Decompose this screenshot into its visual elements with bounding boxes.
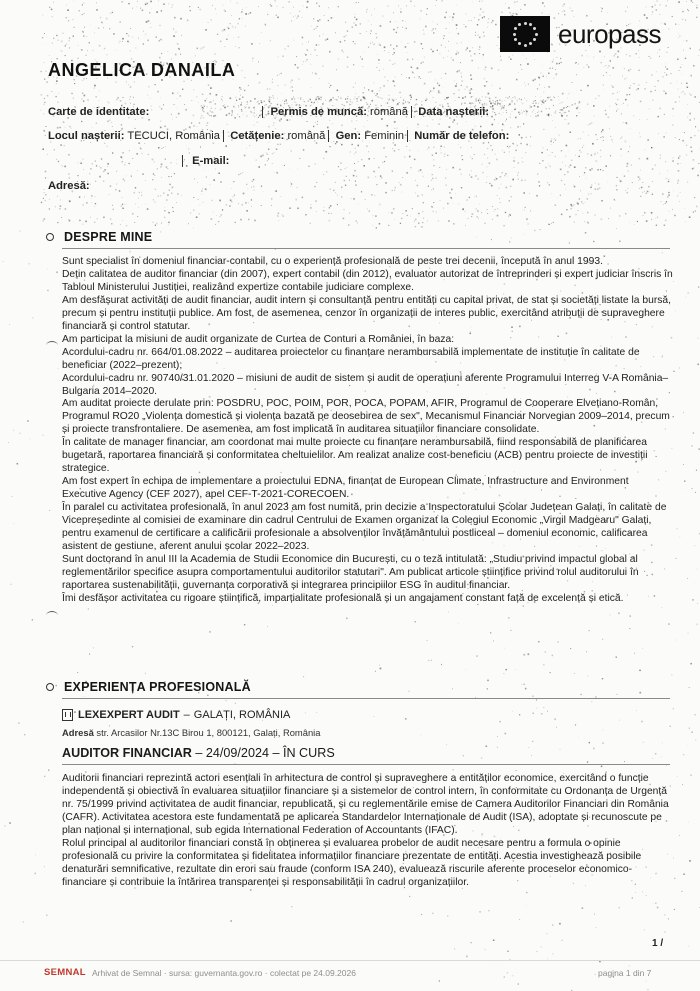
separator (328, 130, 332, 142)
page-number: 1 / (652, 938, 664, 949)
about-paragraph: Am auditat proiecte derulate prin: POSDRU, POC, POIM, POR, POCA, POPAM, AFIR, Programul de Cooperare Elvețiano-Român, Programul RO20 „Violența domestică și violența bazată pe deosebirea de sex", Mecanismul Financiar Norvegian 2009–2014, precum și proiecte transfrontaliere. De asemenea, am fost implicată în auditarea situațiilor financiare consolidate. (62, 398, 670, 436)
employer-location: GALAȚI, ROMÂNIA (193, 709, 291, 721)
citizenship-value: română (287, 130, 326, 142)
gender-label: Gen: (335, 130, 362, 142)
email-label: E-mail: (192, 155, 230, 167)
job-paragraph: Rolul principal al auditorilor financiari constă în obținerea și evaluarea probelor de audit necesare pentru a formula o opinie profesională cu privire la conformitatea și fidelitatea informațiilor financiare prezentate de entități. Acestia investighează posibile denaturări semnificative, rezultate din erori sau fraude (conform ISA 240), evaluează riscurile aferente proceselor economico-financiare și contribuie la întărirea transparenței și responsabilității în cadrul organizațiilor. (62, 837, 642, 888)
about-paragraph: În paralel cu activitatea profesională, în anul 2023 am fost numită, prin decizie a Inspectoratului Școlar Județean Galați, în calitate de Vicepreședinte al comisiei de examinare din cadrul Centrului de Examen organizat la Colegiul Economic „Virgil Madgearu" Galați, pentru examenul de certificare a calificării profesionale a absolvenților învățământului postliceal – domeniul economic, calificarea asistent de gestiune, aferent anului școlar 2022–2023. (62, 502, 667, 552)
europass-brand: europass (558, 18, 661, 49)
job-dash: – (195, 746, 206, 760)
person-name: ANGELICA DANAILA (48, 60, 236, 80)
separator (407, 130, 411, 142)
scan-mark (46, 611, 58, 620)
separator (411, 106, 415, 118)
birthplace-label: Locul nașterii: (48, 130, 125, 142)
personal-row-1 (48, 106, 489, 118)
personal-row-3 (182, 155, 229, 167)
about-paragraph: În calitate de manager financiar, am coordonat mai multe proiecte cu finanțare nerambursabilă, fiind responsabilă de planificarea bugetară, raportarea financiară și conformitatea cheltuielilor. Am realizat analize cost-beneficiu (ACB) pentru proiecte de investiții strategice. (62, 437, 648, 475)
about-paragraph: Am desfășurat activități de audit financiar, audit intern și consultanță pentru entități cu capital privat, de stat și societăți listate la bursă, precum și pentru instituții publice. Am fost, de asemenea, cenzor în organizații de interes public, exercitând atribuții de supraveghere financiară și control statutar. (62, 294, 671, 332)
about-paragraph: Îmi desfășor activitatea cu rigoare științifică, imparțialitate profesională și un angajament constant față de excelență și etică. (62, 592, 624, 604)
employer-line (62, 709, 290, 721)
permit-label: Permis de muncă: (270, 106, 367, 118)
separator (223, 130, 227, 142)
experience-divider (62, 698, 670, 699)
about-paragraph: Sunt specialist în domeniul financiar-contabil, cu o experiență profesională de peste trei decenii, începută în anul 1993. (62, 256, 603, 267)
employer-address-value: str. Arcasilor Nr.13C Birou 1, 800121, Galați, România (96, 727, 321, 738)
job-period: 24/09/2024 – ÎN CURS (205, 746, 335, 760)
citizenship-label: Cetățenie: (230, 130, 285, 142)
about-paragraph: Am participat la misiuni de audit organizate de Curtea de Conturi a României, în baza: (62, 333, 455, 345)
about-paragraph: Sunt doctorand în anul III la Academia de Studii Economice din București, cu o teză intitulată: „Studiu privind impactul global al reglementărilor specifice asupra comportamentului auditorilor statutari". Am publicat articole științifice privind rolul auditorului în raportarea sustenabilității, guvernanța corporativă și integrarea principiilor ESG în auditul financiar. (62, 553, 639, 591)
experience-section-header (46, 680, 251, 694)
about-paragraph: Acordului-cadru nr. 90740/31.01.2020 – misiuni de audit de sistem și audit de operațiuni aferente Programului Interreg V-A România–Bulgaria 2014–2020. (62, 372, 669, 397)
id-redaction (262, 106, 267, 118)
building-icon (62, 709, 73, 721)
scan-mark (46, 341, 58, 350)
job-divider (62, 764, 670, 765)
personal-row-4 (48, 180, 90, 192)
employer-name: LEXEXPERT AUDIT (78, 709, 180, 721)
footer-page: pagina 1 din 7 (598, 968, 652, 978)
section-bullet-icon (46, 233, 54, 241)
footer-brand: SEMNAL (44, 967, 86, 978)
about-title: DESPRE MINE (64, 230, 153, 244)
section-bullet-icon (46, 683, 54, 691)
birthdate-label: Data nașterii: (418, 106, 490, 118)
experience-title: EXPERIENȚA PROFESIONALĂ (64, 680, 251, 694)
employer-address (62, 727, 320, 738)
about-text (62, 256, 674, 606)
job-paragraph: Auditorii financiari reprezintă actori esențiali în arhitectura de control și supraveghere a entităților economice, exercitând o funcție independentă și obiectivă în evaluarea situațiilor financiare și a sistemelor de control intern, în conformitate cu Ordonanța de Urgență nr. 75/1999 privind activitatea de audit financiar, republicată, și cu reglementările emise de Camera Auditorilor Financiari din România (CAFR). Activitatea acestora este fundamentată pe aplicarea Standardelor Internaționale de Audit (ISA), adoptate și recunoscute pe plan național și internațional, sub egida International Federation of Accountants (IFAC). (62, 773, 669, 836)
separator (182, 155, 189, 167)
about-paragraph: Acordului-cadru nr. 664/01.08.2022 – auditarea proiectelor cu finanțare nerambursabilă implementate de instituție în calitate de beneficiar (2022–prezent); (62, 346, 640, 371)
birthplace-value: TECUCI, România (127, 130, 221, 142)
employer-address-label: Adresă (62, 727, 94, 738)
phone-label: Număr de telefon: (414, 130, 510, 142)
job-description (62, 773, 674, 890)
employer-dash: – (183, 709, 190, 721)
footer-divider (0, 960, 700, 961)
about-divider (62, 248, 670, 249)
footer-source: Arhivat de Semnal · sursa: guvernanta.gov.ro · colectat pe 24.09.2026 (92, 968, 356, 978)
europass-logo (500, 16, 661, 52)
eu-flag-icon (500, 16, 550, 52)
personal-row-2 (48, 130, 509, 142)
gender-value: Feminin (364, 130, 404, 142)
job-title: AUDITOR FINANCIAR (62, 746, 192, 760)
id-label: Carte de identitate: (48, 106, 150, 118)
about-paragraph: Dețin calitatea de auditor financiar (din 2007), expert contabil (din 2012), evaluator autorizat de întreprinderi și expert judiciar înscris în Tabloul Ministerului Justiției, realizând expertize contabile judiciare complexe. (62, 268, 673, 293)
job-heading (62, 746, 335, 760)
about-paragraph: Am fost expert în echipa de implementare a proiectului EDNA, finanțat de European Climate, Infrastructure and Environment Executive Agency (CEF 2027), apel CEF-T-2021-CORECOEN. (62, 476, 629, 501)
about-section-header (46, 230, 152, 244)
address-label: Adresă: (48, 180, 90, 192)
permit-value: română (370, 106, 408, 118)
